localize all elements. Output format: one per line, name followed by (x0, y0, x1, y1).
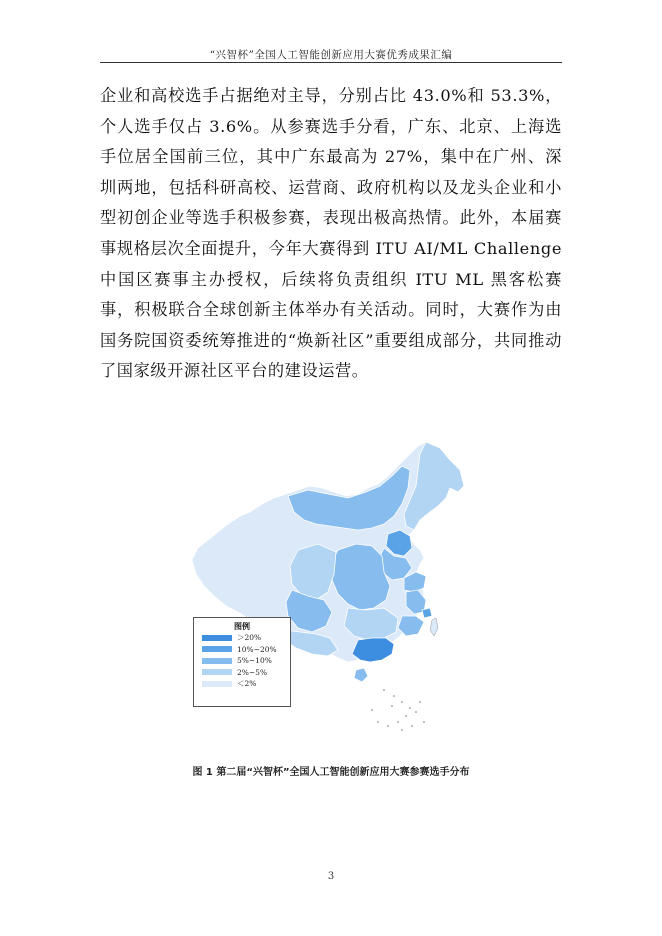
legend-swatch (202, 635, 232, 641)
header-rule (100, 62, 562, 63)
legend-title: 图例 (234, 622, 250, 631)
map-region-taiwan (430, 618, 438, 636)
legend-swatch (202, 681, 232, 687)
legend-swatch (202, 669, 232, 675)
china-distribution-map (188, 440, 476, 735)
figure-caption: 图 1 第二届“兴智杯”全国人工智能创新应用大赛参赛选手分布 (192, 767, 470, 778)
legend-item (202, 678, 290, 690)
legend-label: 5%~10% (237, 656, 272, 666)
map-region-shanghai (422, 608, 432, 618)
legend-item (202, 632, 290, 644)
map-south-sea-islands (371, 689, 425, 731)
legend-item (202, 644, 290, 656)
body-paragraph: 企业和高校选手占据绝对主导，分别占比 43.0%和 53.3%，个人选手仅占 3.6%。从参赛选手分看，广东、北京、上海选手位居全国前三位，其中广东最高为 27%，集中在广州、深圳两地，包括科研高校、运营商、政府机构以及龙头企业和小型初创企业等选手积极参赛，表现出极高热情。此外，本届赛事规格层次全面提升，今年大赛得到 ITU AI/ML Challenge 中国区赛事主办授权，后续将负责组织 ITU ML 黑客松赛事，积极联合全球创新主体举办有关活动。同时，大赛作为由国务院国资委统筹推进的“焕新社区”重要组成部分，共同推动了国家级开源社区平台的建设运营。 (100, 86, 562, 381)
legend-label: ＞20% (237, 633, 262, 643)
map-region-guangdong (352, 638, 394, 662)
legend-label: 10%~20% (237, 644, 277, 654)
page-number: 3 (327, 871, 335, 882)
legend-label: ＜2% (237, 679, 257, 689)
legend-item (202, 655, 290, 667)
map-legend (193, 617, 291, 707)
map-region-hainan (354, 668, 368, 682)
page-header: “兴智杯”全国人工智能创新应用大赛优秀成果汇编 (209, 49, 453, 61)
legend-label: 2%~5% (237, 667, 268, 677)
legend-swatch (202, 658, 232, 664)
legend-item (202, 667, 290, 679)
legend-swatch (202, 646, 232, 652)
